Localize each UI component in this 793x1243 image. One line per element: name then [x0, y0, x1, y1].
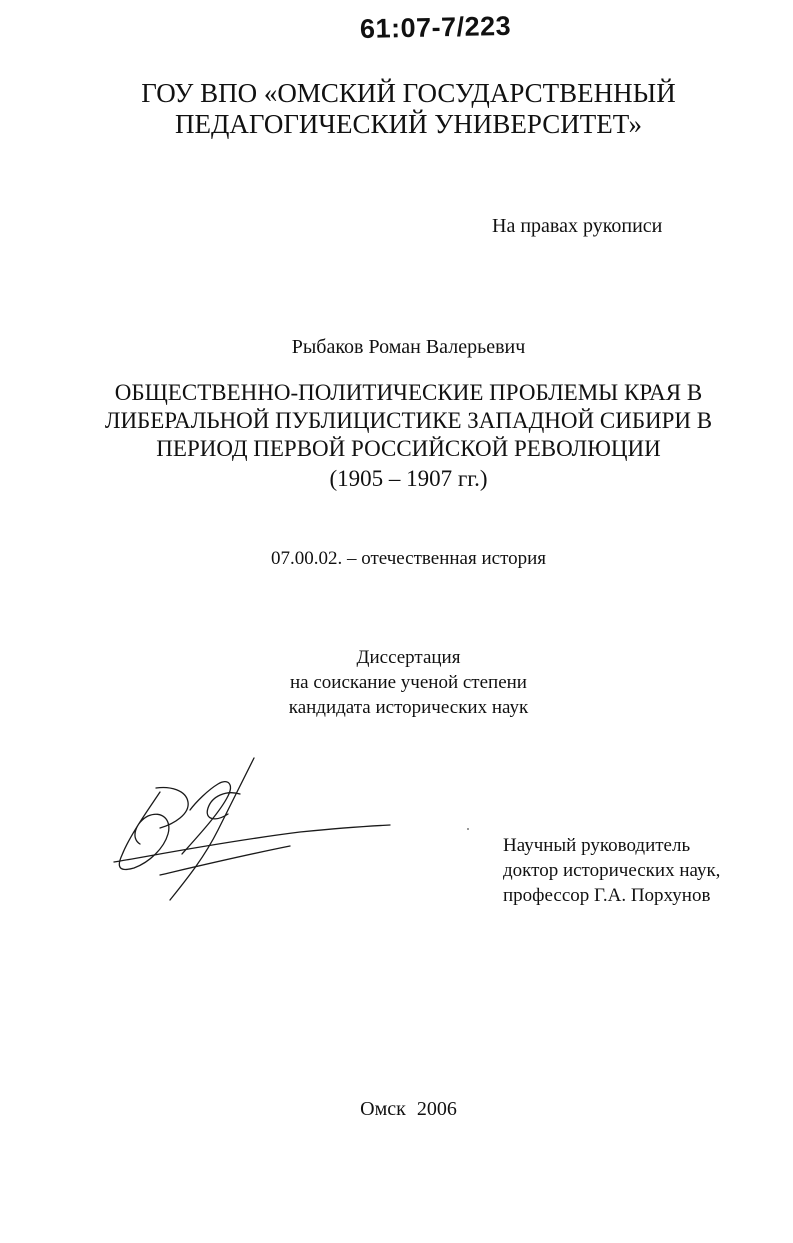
scientific-supervisor: [503, 833, 720, 908]
degree-statement: [12, 645, 793, 720]
degree-line-2: на соискание ученой степени: [290, 672, 527, 693]
handwritten-signature: [100, 750, 410, 910]
supervisor-line-3: профессор Г.А. Порхунов: [503, 885, 711, 906]
thesis-title-line-1: ОБЩЕСТВЕННО-ПОЛИТИЧЕСКИЕ ПРОБЛЕМЫ КРАЯ В: [114, 380, 703, 405]
thesis-title-line-2: ЛИБЕРАЛЬНОЙ ПУБЛИЦИСТИКЕ ЗАПАДНОЙ СИБИРИ В: [104, 408, 713, 433]
thesis-title-line-3: ПЕРИОД ПЕРВОЙ РОССИЙСКОЙ РЕВОЛЮЦИИ: [156, 436, 661, 461]
city-and-year: Омск 2006: [360, 1098, 457, 1120]
institution-line-2: ПЕДАГОГИЧЕСКИЙ УНИВЕРСИТЕТ»: [174, 109, 642, 139]
institution-name: [12, 78, 793, 140]
supervisor-line-1: Научный руководитель: [503, 835, 691, 856]
supervisor-line-2: доктор исторических наук,: [503, 860, 721, 881]
institution-line-1: ГОУ ВПО «ОМСКИЙ ГОСУДАРСТВЕННЫЙ: [141, 78, 676, 108]
thesis-title: [12, 379, 793, 463]
degree-line-1: Диссертация: [356, 647, 461, 668]
archive-stamp-code: 61:07-7/223: [359, 10, 512, 44]
degree-line-3: кандидата исторических наук: [288, 697, 529, 718]
author-name: Рыбаков Роман Валерьевич: [291, 336, 526, 358]
specialty-code: 07.00.02. – отечественная история: [270, 548, 547, 569]
manuscript-rights-note: На правах рукописи: [492, 215, 663, 237]
ink-speck: [467, 828, 469, 830]
thesis-years: (1905 – 1907 гг.): [329, 466, 488, 491]
